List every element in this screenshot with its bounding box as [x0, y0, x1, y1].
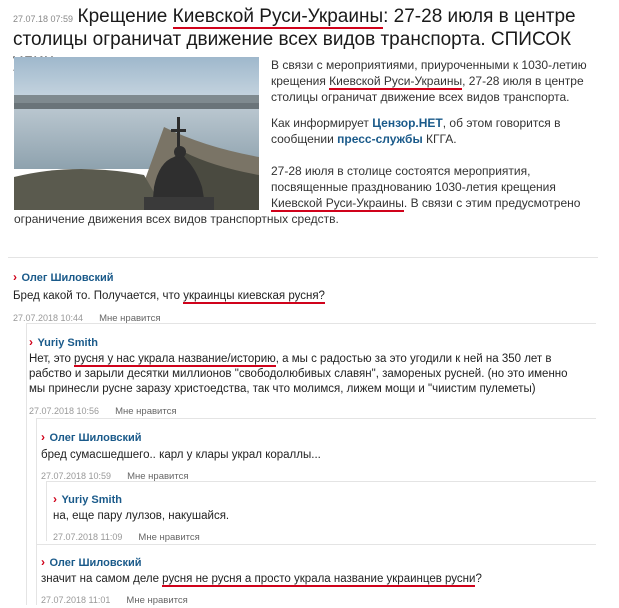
article-title-line2[interactable]: столицы ограничат движение всех видов транспорта. СПИСОК — [13, 29, 572, 50]
comment-author[interactable]: Yuriy Smith — [37, 337, 98, 349]
p2-line2: сообщении пресс-службы КГГА. — [271, 132, 457, 146]
comment-text: бред сумасшедшего.. карл у клары украл кораллы... — [41, 449, 321, 461]
comment-date: 27.07.2018 11:09 — [53, 532, 123, 542]
thread-line — [36, 418, 37, 605]
title-post[interactable]: : 27-28 июля в центре — [383, 6, 576, 27]
thread-line — [26, 323, 27, 605]
comment-4 — [53, 490, 593, 545]
like-button[interactable]: Мне нравится — [126, 595, 188, 606]
article-title-part[interactable] — [78, 6, 576, 29]
article-paragraph-1 — [271, 57, 611, 105]
comment-date: 27.07.2018 10:56 — [29, 406, 100, 416]
comment-text: Нет, это русня у нас украла название/историю, а мы с радостью за это угодили к ней на 350 лет в рабство и зарыли десятки миллионов "свободолюбивых славян", замореных русней. (но это именно мы принесли русне заразу христоедства, так что молимся, лижем мощи и "чиистим пулеметы) — [29, 353, 568, 395]
article-paragraph-3 — [271, 163, 611, 211]
comment-text: Бред какой то. Получается, что украинцы киевская русня? — [13, 290, 325, 302]
comment-author[interactable]: Олег Шиловский — [21, 272, 114, 284]
comment-date: 27.07.2018 10:44 — [13, 313, 84, 323]
comments-divider — [8, 257, 598, 258]
comment-5 — [41, 553, 611, 608]
reply-arrow-icon: › — [53, 492, 57, 506]
p1-line2: крещения Киевской Руси-Украины, 27-28 июля в центре — [271, 74, 584, 88]
comment-date: 27.07.2018 10:59 — [41, 471, 112, 481]
comment-divider — [36, 544, 596, 545]
reply-arrow-icon: › — [13, 270, 17, 284]
reply-arrow-icon: › — [41, 555, 45, 569]
p3-line3: Киевской Руси-Украины. В связи с этим предусмотрено — [271, 196, 581, 210]
title-highlight[interactable]: Киевской Руси-Украины — [172, 6, 384, 27]
comment-divider — [46, 481, 596, 482]
comment-3 — [41, 428, 601, 484]
comment-highlight: русня не русня а просто украла название украинцев русни — [162, 573, 476, 585]
title-pre[interactable]: Крещение — [77, 6, 173, 27]
article-timestamp: 27.07.18 07:59 — [13, 14, 74, 24]
source-link[interactable]: Цензор.НЕТ — [372, 116, 443, 130]
reply-arrow-icon: › — [29, 335, 33, 349]
p1-highlight[interactable]: Киевской Руси-Украины — [329, 74, 463, 88]
p1-line3: столицы ограничат движение всех видов транспорта. — [271, 90, 570, 104]
like-button[interactable]: Мне нравится — [127, 471, 189, 482]
comment-author[interactable]: Олег Шиловский — [49, 557, 142, 569]
monument-photo — [14, 57, 259, 210]
comment-highlight: русня у нас украла название/историю — [74, 353, 276, 365]
comment-author[interactable]: Олег Шиловский — [49, 432, 142, 444]
article-paragraph-2 — [271, 115, 611, 147]
p3-line1: 27-28 июля в столице состоятся мероприятия, — [271, 164, 531, 178]
comment-1 — [13, 268, 603, 326]
like-button[interactable]: Мне нравится — [115, 406, 177, 417]
like-button[interactable]: Мне нравится — [138, 532, 200, 543]
like-button[interactable]: Мне нравится — [99, 313, 161, 324]
comment-author[interactable]: Yuriy Smith — [61, 494, 122, 506]
comment-divider — [36, 418, 596, 419]
p3-highlight[interactable]: Киевской Руси-Украины — [271, 196, 404, 210]
comment-divider — [26, 323, 596, 324]
p2-line1: Как информирует Цензор.НЕТ, об этом говорится в — [271, 116, 561, 130]
p3-line4: ограничение движения всех видов транспортных средств. — [14, 212, 339, 226]
press-service-link[interactable]: пресс-службы — [337, 132, 423, 146]
comment-text: значит на самом деле русня не русня а просто украла название украинцев русни? — [41, 573, 482, 585]
comment-highlight: украинцы киевская русня? — [183, 290, 325, 302]
comment-date: 27.07.2018 11:01 — [41, 595, 111, 605]
article-header — [13, 6, 613, 28]
p3-line2: посвященные празднованию 1030-летия крещения — [271, 180, 556, 194]
comment-2 — [29, 333, 609, 419]
thread-line — [46, 481, 47, 541]
p1-line1: В связи с мероприятиями, приуроченными к 1030-летию — [271, 58, 587, 72]
comment-text: на, еще пару лулзов, накушайся. — [53, 510, 230, 522]
article-image — [14, 57, 259, 210]
reply-arrow-icon: › — [41, 430, 45, 444]
